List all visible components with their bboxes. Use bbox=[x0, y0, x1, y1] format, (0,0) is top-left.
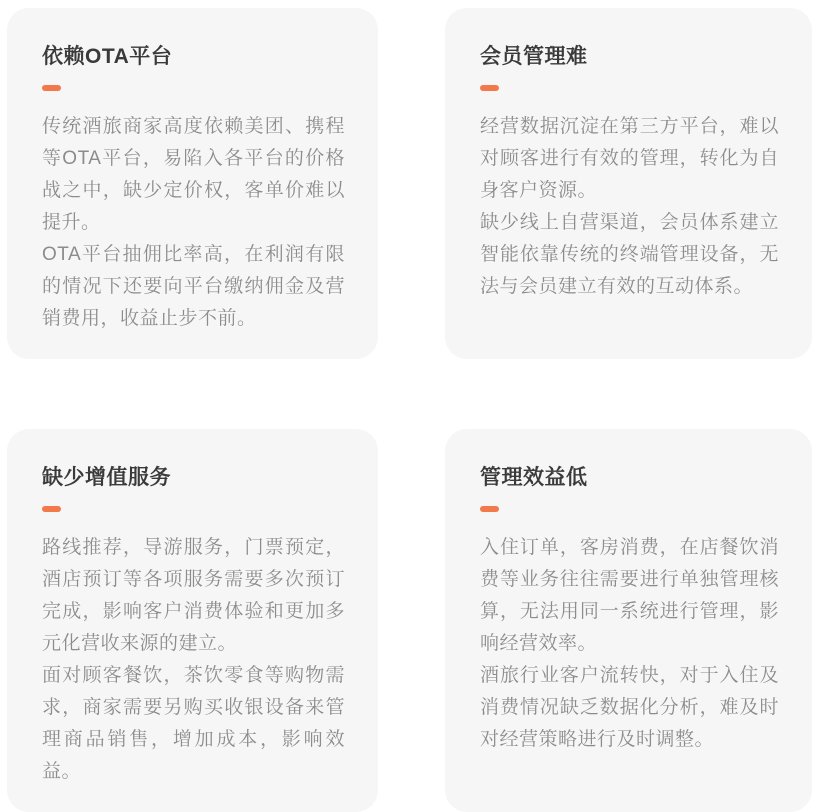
card-body bbox=[42, 111, 345, 335]
card-body bbox=[480, 532, 779, 756]
card-ota-dependency bbox=[7, 8, 378, 359]
card-paragraph: 面对顾客餐饮，茶饮零食等购物需求，商家需要另购买收银设备来管理商品销售，增加成本，影响效益。 bbox=[42, 665, 345, 782]
card-title: 会员管理难 bbox=[480, 45, 588, 68]
card-member-management bbox=[445, 8, 812, 359]
card-paragraph: 传统酒旅商家高度依赖美团、携程等OTA平台，易陷入各平台的价格战之中，缺少定价权，客单价难以提升。 bbox=[42, 116, 345, 233]
cards-grid bbox=[7, 8, 812, 812]
accent-dash bbox=[42, 85, 61, 91]
card-value-added-services bbox=[7, 429, 378, 812]
card-title: 缺少增值服务 bbox=[42, 466, 171, 489]
card-paragraph: 缺少线上自营渠道，会员体系建立智能依靠传统的终端管理设备，无法与会员建立有效的互动体系。 bbox=[480, 212, 779, 297]
card-title: 管理效益低 bbox=[480, 466, 588, 489]
card-body bbox=[42, 532, 345, 788]
accent-dash bbox=[480, 506, 499, 512]
card-paragraph: 酒旅行业客户流转快，对于入住及消费情况缺乏数据化分析，难及时对经营策略进行及时调整。 bbox=[480, 665, 779, 750]
card-paragraph: 入住订单，客房消费，在店餐饮消费等业务往往需要进行单独管理核算，无法用同一系统进行管理，影响经营效率。 bbox=[480, 537, 779, 654]
card-paragraph: OTA平台抽佣比率高，在利润有限的情况下还要向平台缴纳佣金及营销费用，收益止步不前。 bbox=[42, 244, 345, 329]
card-title: 依赖OTA平台 bbox=[42, 45, 173, 68]
card-body bbox=[480, 111, 779, 303]
card-management-efficiency bbox=[445, 429, 812, 812]
card-paragraph: 路线推荐，导游服务，门票预定，酒店预订等各项服务需要多次预订完成，影响客户消费体验和更加多元化营收来源的建立。 bbox=[42, 537, 345, 654]
card-paragraph: 经营数据沉淀在第三方平台，难以对顾客进行有效的管理，转化为自身客户资源。 bbox=[480, 116, 779, 201]
accent-dash bbox=[42, 506, 61, 512]
accent-dash bbox=[480, 85, 499, 91]
